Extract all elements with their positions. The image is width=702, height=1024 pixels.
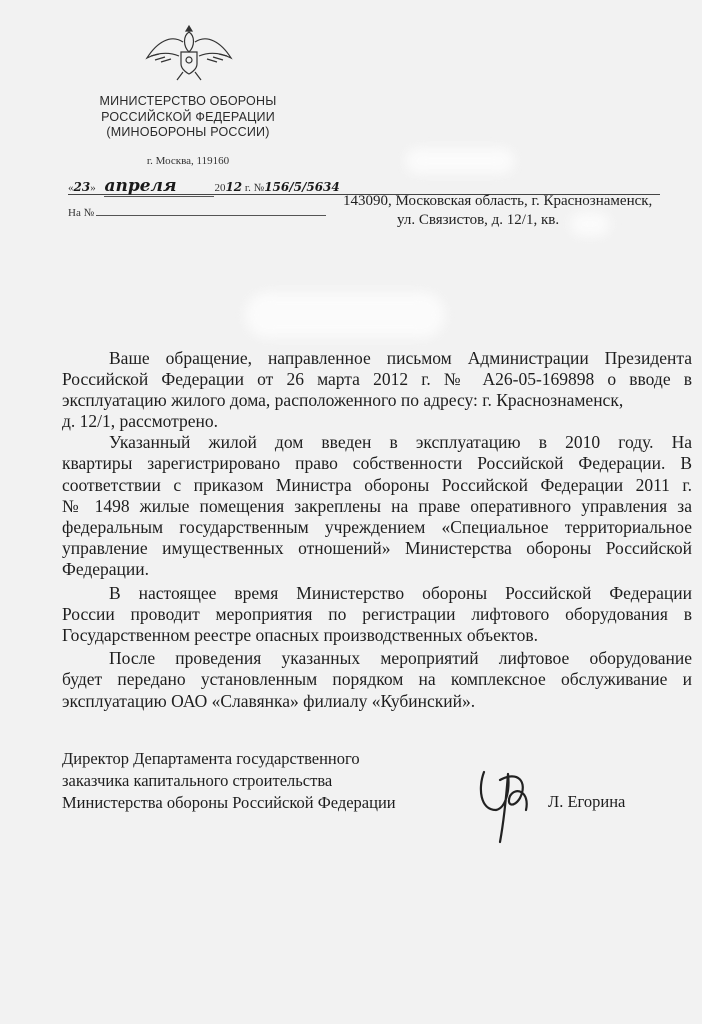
text-line: Российской Федерации от 26 марта 2012 г. № А26-05-169898 о вводе в bbox=[62, 369, 692, 390]
text-line: д. 12/1, рассмотрено. bbox=[62, 411, 219, 432]
paragraph bbox=[62, 583, 692, 646]
text-line: России проводит мероприятия по регистрации лифтового оборудования в bbox=[62, 604, 692, 625]
text-line: Указанный жилой дом введен в эксплуатацию в 2010 году. На bbox=[109, 432, 692, 453]
text-line: Ваше обращение, направленное письмом Администрации Президента bbox=[109, 348, 692, 368]
double-headed-eagle-emblem bbox=[143, 22, 235, 84]
text-line: Государственном реестре опасных производственных объектов. bbox=[62, 625, 538, 646]
text-line: эксплуатацию ОАО «Славянка» филиалу «Кубинский». bbox=[62, 690, 476, 711]
text-line: № 1498 жилые помещения закреплены на праве оперативного управления за bbox=[62, 495, 692, 516]
ministry-name bbox=[88, 94, 288, 141]
text-line: федеральным государственным учреждением «Специальное территориальное bbox=[62, 516, 692, 537]
signatory-title-line: заказчика капитального строительства bbox=[62, 771, 333, 790]
outgoing-number: 156/5/5634 bbox=[264, 180, 340, 194]
signatory-title bbox=[62, 748, 396, 814]
letter-body bbox=[62, 348, 692, 712]
paragraph bbox=[62, 348, 692, 432]
ministry-city: г. Москва, 119160 bbox=[146, 155, 230, 167]
redacted-area bbox=[405, 148, 515, 174]
redacted-area bbox=[570, 212, 610, 236]
ministry-line: (МИНОБОРОНЫ РОССИИ) bbox=[106, 125, 270, 139]
text-line: квартиры зарегистрировано право собственности Российской Федерации. В bbox=[62, 453, 692, 474]
text-line: Федерации. bbox=[62, 558, 150, 579]
ministry-line: РОССИЙСКОЙ ФЕДЕРАЦИИ bbox=[101, 109, 275, 124]
signatory-title-line: Министерства обороны Российской Федерации bbox=[62, 793, 396, 812]
paragraph bbox=[62, 648, 692, 711]
date-number-line: «23» апреля 2012 г. №156/5/5634 bbox=[68, 176, 660, 195]
date-day: 23 bbox=[73, 180, 91, 194]
reply-to-label: На № bbox=[68, 207, 95, 219]
number-label: г. № bbox=[244, 182, 265, 194]
reply-to-number bbox=[68, 205, 326, 219]
date-year-prefix: 20 bbox=[214, 182, 226, 194]
reply-to-blank bbox=[96, 205, 326, 216]
handwritten-signature bbox=[470, 750, 540, 845]
date-month: апреля bbox=[104, 176, 214, 197]
text-line: После проведения указанных мероприятий лифтовое оборудование bbox=[109, 648, 692, 669]
text-line: эксплуатацию жилого дома, расположенного по адресу: г. Краснознаменск, bbox=[62, 390, 624, 411]
text-line: В настоящее время Министерство обороны Российской Федерации bbox=[109, 583, 692, 604]
text-line: соответствии с приказом Министра обороны Российской Федерации 2011 г. bbox=[62, 474, 692, 495]
date-year-suffix: 12 bbox=[225, 180, 243, 194]
signatory-title-line: Директор Департамента государственного bbox=[62, 749, 360, 768]
signer-name: Л. Егорина bbox=[548, 792, 626, 811]
text-line: управление имущественных отношений» Министерства обороны Российской bbox=[62, 537, 692, 558]
text-line: будет передано установленным порядком на комплексное обслуживание и bbox=[62, 669, 692, 690]
recipient-address-line1: 143090, Московская область, г. Краснознаменск, bbox=[343, 193, 653, 209]
paragraph bbox=[62, 432, 692, 580]
ministry-line: МИНИСТЕРСТВО ОБОРОНЫ bbox=[99, 94, 277, 108]
recipient-address-line2: ул. Связистов, д. 12/1, кв. bbox=[397, 212, 560, 228]
redacted-area bbox=[245, 292, 445, 338]
